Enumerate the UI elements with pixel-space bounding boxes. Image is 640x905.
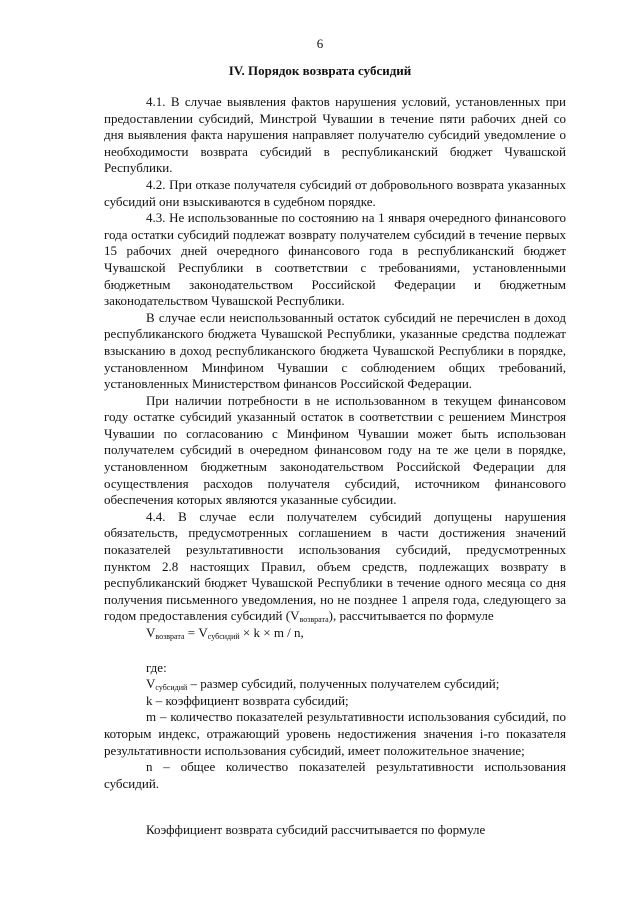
formula-equals: = [184,625,199,640]
closing-line: Коэффициент возврата субсидий рассчитывается по формуле [146,822,486,838]
definition-symbol: k [146,692,153,708]
definition-symbol: n [146,759,153,775]
definition-k [104,693,566,710]
spacer [104,792,566,822]
return-formula [104,625,566,642]
definition-text: – размер субсидий, полученных получателем субсидий; [187,676,500,692]
paragraph-unspent-remainder: В случае если неиспользованный остаток субсидий не перечислен в доход республиканского бюджета Чувашской Республики, указанные средства подлежат взысканию в доход республиканского бюджета Чувашской Республики в порядке, установленном Минфином Чувашии с соблюдением общих требований, установленных Министерством финансов Российской Федерации. [104,309,566,392]
paragraph-4-1: 4.1. В случае выявления фактов нарушения условий, установленных при предоставлении субсидий, Минстрой Чувашии в течение пяти рабочих дней со дня выявления факта нарушения направляет получателю субсидий уведомление о необходимости возврата субсидий в республиканский бюджет Чувашской Республики. [104,94,566,176]
definition-text: – количество показателей результативности использования субсидий, по которым индекс, отражающий уровень недостижения значения i-го показателя результативности использования субсидий, имеет положительное значение; [104,709,566,758]
where-label: где: [146,659,167,675]
formula-v-return-sub: возврата [155,632,185,641]
definition-n [104,759,566,792]
formula-rest: × k × m / n, [239,625,304,640]
paragraph-remainder-use: При наличии потребности в не использованном в текущем финансовом году остатке субсидий указанный остаток в соответствии с решением Минстроя Чувашии по согласованию с Минфином Чувашии может быть использован получателем субсидий в очередном финансовом году на те же цели в порядке, установленном бюджетным законодательством Российской Федерации для осуществления расходов получателя субсидий, источником финансового обеспечения которых являются указанные субсидии. [104,392,566,508]
formula-v-return: V [146,625,156,640]
paragraph-4-4-text: 4.4. В случае если получателем субсидий допущены нарушения обязательств, предусмотренных соглашением в части достижения значений показателей результативности использования субсидий, предусмотренных пунктом 2.8 настоящих Правил, объем средств, подлежащих возврату в республиканский бюджет Чувашской Республики в течение одного месяца со дня получения письменного уведомления, но не позднее 1 апреля года, следующего за годом предоставления субсидий (V [104,508,566,624]
paragraph-4-4 [104,509,566,625]
definition-v-subsidy [104,676,566,693]
page-number: 6 [316,36,324,51]
definition-symbol: m [146,709,157,725]
document-body [104,94,566,839]
definition-text: – коэффициент возврата субсидий; [152,692,349,708]
spacer [104,642,566,660]
paragraph-4-4-tail: ), рассчитывается по формуле [328,608,494,624]
definition-text: – общее количество показателей результативности использования субсидий. [104,759,566,791]
definition-symbol-sub: субсидий [155,683,188,693]
formula-v-subsidy-sub: субсидий [207,632,240,641]
definition-symbol: V [146,676,156,692]
paragraph-4-4-subscript: возврата [299,615,329,625]
paragraph-4-2: 4.2. При отказе получателя субсидий от добровольного возврата указанных субсидий они взыскиваются в судебном порядке. [104,176,566,209]
definition-m [104,709,566,759]
section-title: IV. Порядок возврата субсидий [228,63,412,78]
formula-v-subsidy: V [198,625,208,640]
paragraph-4-3: 4.3. Не использованные по состоянию на 1 января очередного финансового года остатки субсидий подлежат возврату получателем субсидий в течение первых 15 рабочих дней очередного финансового года в республиканский бюджет Чувашской Республики в соответствии с требованиями, установленными бюджетным законодательством Российской Федерации и бюджетным законодательством Чувашской Республики. [104,210,566,309]
